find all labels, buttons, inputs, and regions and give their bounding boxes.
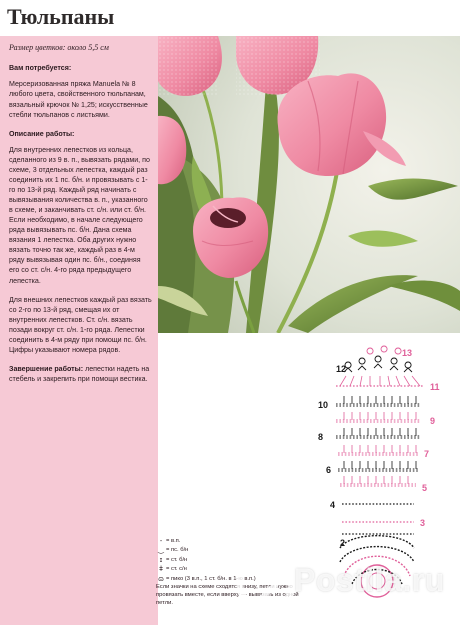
legend-note: Если значки на схеме сходятся внизу, петли нужно провязать вместе, если вверху — вывязать из одной петли.: [156, 584, 299, 606]
finishing-text: лепестки надеть на стебель и закрепить при помощи вестика.: [9, 364, 150, 384]
legend-text: = в.п.: [166, 537, 181, 544]
title-bar: [0, 0, 460, 34]
row-label-12: 12: [336, 364, 347, 374]
row-label-2: 2: [340, 538, 346, 548]
legend-symbol: -: [159, 538, 163, 545]
row-label-5: 5: [422, 483, 428, 493]
legend-symbol: ɪ: [159, 556, 163, 564]
row-label-9: 9: [430, 416, 436, 426]
watermark: [232, 548, 460, 618]
finishing-heading: Завершение работы:: [9, 364, 84, 373]
tulips-photo: [158, 36, 460, 333]
tulips-photo-illustration: [158, 36, 460, 333]
legend-symbol: ‿: [158, 547, 164, 555]
row-label-3: 3: [420, 518, 426, 528]
row-label-13: 13: [402, 348, 413, 358]
row-label-4: 4: [330, 500, 336, 510]
row-label-10: 10: [318, 400, 329, 410]
size-line: Размер цветков: около 5,5 см: [9, 43, 109, 52]
legend-symbol: ɷ: [158, 575, 164, 583]
row-label-6: 6: [326, 465, 332, 475]
description-heading: Описание работы:: [9, 129, 75, 138]
materials-heading: Вам потребуется:: [9, 64, 72, 73]
finishing-paragraph: [9, 364, 152, 384]
legend-text: = пс. б/н: [166, 547, 189, 554]
watermark-logo-icon: [236, 554, 296, 614]
legend-symbol: ǂ: [158, 566, 164, 574]
legend-text: = ст. б/н: [166, 556, 188, 563]
row-label-7: 7: [424, 449, 430, 459]
legend-text: = ст. с/н: [166, 566, 187, 573]
instructions-panel: [0, 36, 158, 625]
row-label-8: 8: [318, 432, 324, 442]
row-label-11: 11: [430, 382, 440, 392]
page-title: Тюльпаны: [7, 4, 115, 29]
description-para-1: Для внутренних лепестков из кольца, сделанного из 9 в. п., вывязать рядами, по схеме, 3 отдельных лепестка, каждый раз соединить их 1 пс. б/н. и провязывать с 1-го по 13-й ряд. Каждый ряд начинать с вывязывания количества в. п., указанного в схеме, и заканчивать ст. с/н. или ст. б/н. Если необходимо, в начале следующего ряда вывязывать пс. б/н. Дана схема вязания 1 лепестка. Оба других нужно вязать точно так же, каждый раз в 4-м ряду вывязывая один пс. б/н., соединяя его со ст. с/н. 4-го ряда предыдущего лепестка.: [9, 145, 150, 285]
watermark-text: Postila.ru: [294, 562, 445, 598]
description-para-2: Для внешних лепестков каждый раз вязать со 2-го по 13-й ряд, смещая их от внутренних лепестков. Ст. с/н. вязать позади вокруг ст. с/н. 1-го ряда. Лепестки соединить в 4-м ряду при помощи пс. б/н. Цифры указывают номера рядов.: [9, 295, 152, 354]
legend-text: = пико (3 в.п., 1 ст. б/н. в 1-ю в.п.): [166, 575, 256, 582]
legend-item: [156, 537, 306, 546]
materials-text: Мерсеризованная пряжа Manuela № 8 любого цвета, свойственного тюльпанам, вязальный крючок № 1,25; искусственные стебли тюльпанов с листьями.: [9, 80, 148, 119]
